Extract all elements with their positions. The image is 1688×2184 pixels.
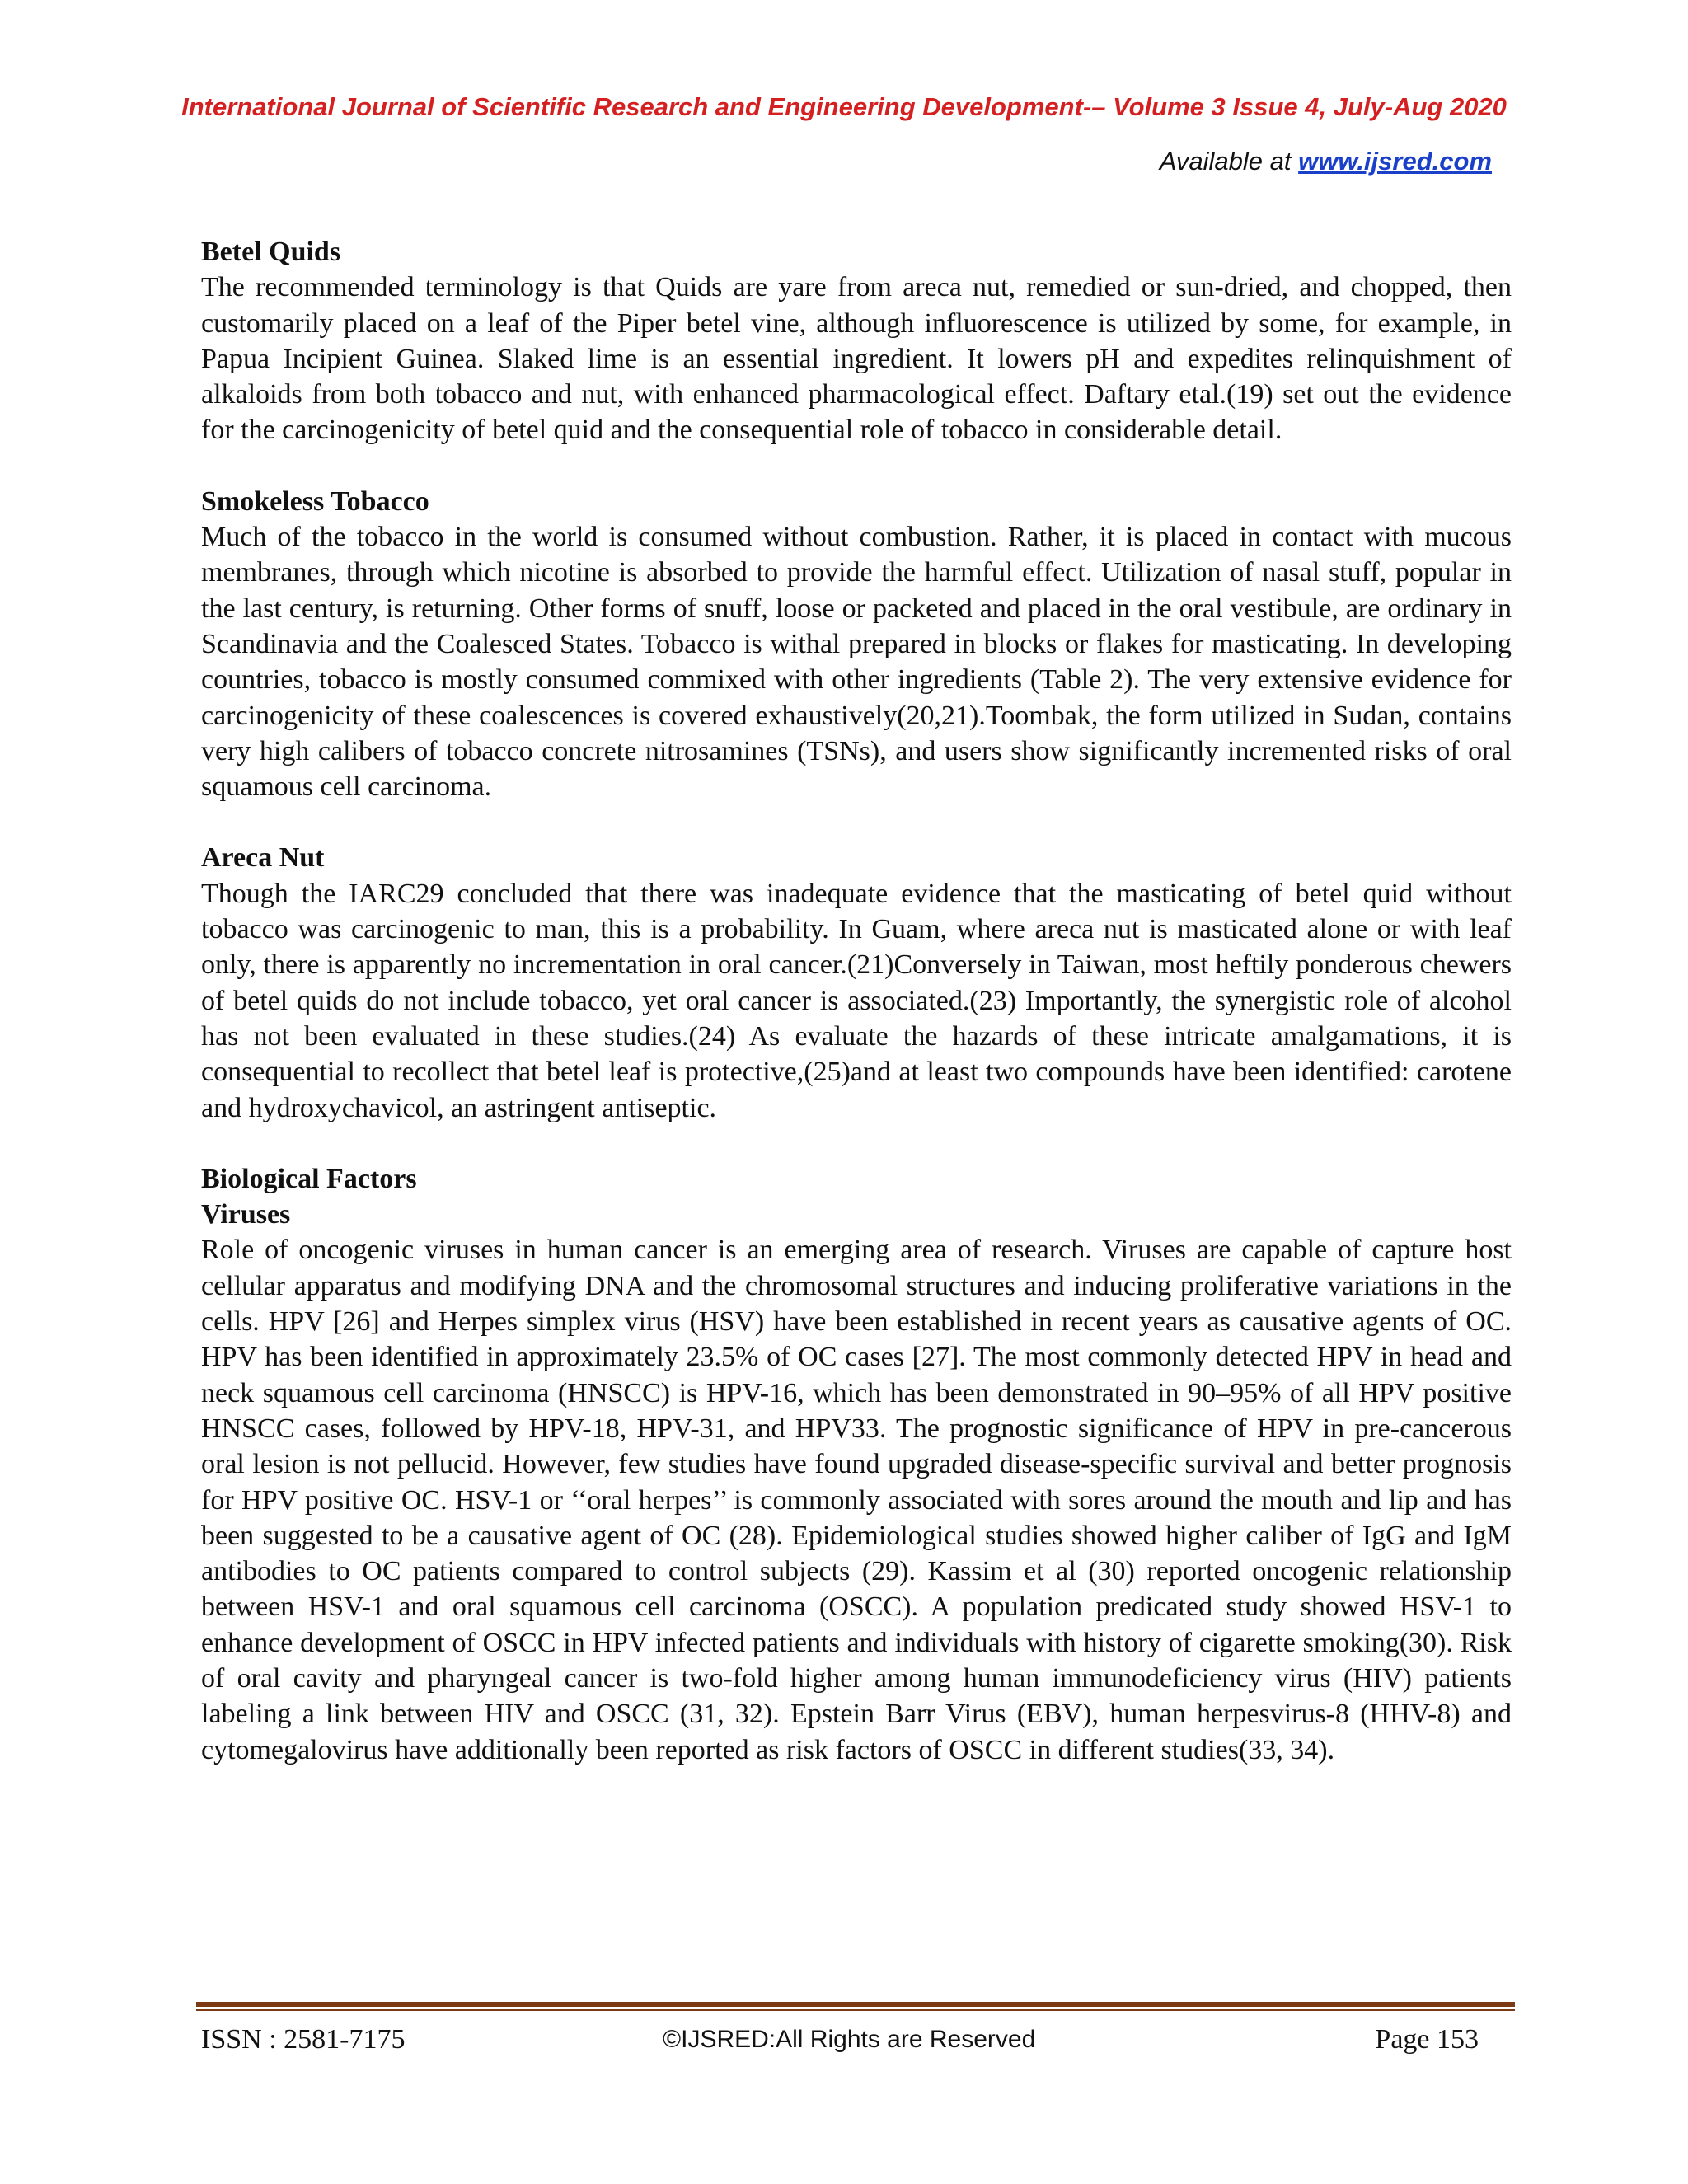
section-heading-areca-nut: Areca Nut bbox=[201, 842, 325, 874]
journal-website-link[interactable]: www.ijsred.com bbox=[1298, 147, 1492, 176]
availability-line bbox=[1160, 147, 1492, 176]
journal-header-title: International Journal of Scientific Research and Engineering Development-– Volume 3 Issue 4, July-Aug 2020 bbox=[181, 92, 1507, 121]
section-paragraph-betel-quids: The recommended terminology is that Quids are yare from areca nut, remedied or sun-dried, and chopped, then customarily placed on a leaf of the Piper betel vine, although influorescence is utilized by some, for example, in Papua Incipient Guinea. Slaked lime is an essential ingredient. It lowers pH and expedites relinquishment of alkaloids from both tobacco and nut, with enhanced pharmacological effect. Daftary etal.(19) set out the evidence for the carcinogenicity of betel quid and the consequential role of tobacco in considerable detail. bbox=[201, 272, 1512, 446]
available-prefix: Available at bbox=[1159, 147, 1299, 176]
section-heading-smokeless-tobacco: Smokeless Tobacco bbox=[201, 485, 429, 517]
section-paragraph-areca-nut: Though the IARC29 concluded that there was inadequate evidence that the masticating of betel quid without tobacco was carcinogenic to man, this is a probability. In Guam, where areca nut is masticated alone or with leaf only, there is apparently no incrementation in oral cancer.(21)Conversely in Taiwan, most heftily ponderous chewers of betel quids do not include tobacco, yet oral cancer is associated.(23) Importantly, the synergistic role of alcohol has not been evaluated in these studies.(24) As evaluate the hazards of these intricate amalgamations, it is consequential to recollect that betel leaf is protective,(25)and at least two compounds have been identified: carotene and hydroxychavicol, an astringent antiseptic. bbox=[201, 878, 1512, 1123]
section-heading-betel-quids: Betel Quids bbox=[201, 237, 341, 267]
section-paragraph-smokeless-tobacco: Much of the tobacco in the world is consumed without combustion. Rather, it is placed in contact with mucous membranes, through which nicotine is absorbed to provide the harmful effect. Utilization of nasal stuff, popular in the last century, is returning. Other forms of snuff, loose or packeted and placed in the oral vestibule, are ordinary in Scandinavia and the Coalesced States. Tobacco is withal prepared in blocks or flakes for masticating. In developing countries, tobacco is mostly consumed commixed with other ingredients (Table 2). The very extensive evidence for carcinogenicity of these coalescences is covered exhaustively(20,21).Toombak, the form utilized in Sudan, contains very high calibers of tobacco concrete nitrosamines (TSNs), and users show significantly incremented risks of oral squamous cell carcinoma. bbox=[201, 522, 1512, 803]
article-body bbox=[201, 234, 1512, 1768]
footer-copyright: ©IJSRED:All Rights are Reserved bbox=[663, 2026, 1036, 2053]
page-footer bbox=[201, 2024, 1479, 2060]
footer-divider bbox=[196, 2002, 1515, 2011]
footer-issn: ISSN : 2581-7175 bbox=[201, 2024, 406, 2055]
footer-page-number: Page 153 bbox=[1375, 2024, 1479, 2055]
section-heading-biological-factors: Biological Factors bbox=[201, 1163, 417, 1194]
subsection-heading-viruses: Viruses bbox=[201, 1199, 291, 1230]
section-paragraph-viruses: Role of oncogenic viruses in human cancer is an emerging area of research. Viruses are capable of capture host cellular apparatus and modifying DNA and the chromosomal structures and inducing proliferative variations in the cells. HPV [26] and Herpes simplex virus (HSV) have been established in recent years as causative agents of OC. HPV has been identified in approximately 23.5% of OC cases [27]. The most commonly detected HPV in head and neck squamous cell carcinoma (HNSCC) is HPV-16, which has been demonstrated in 90–95% of all HPV positive HNSCC cases, followed by HPV-18, HPV-31, and HPV33. The prognostic significance of HPV in pre-cancerous oral lesion is not pellucid. However, few studies have found upgraded disease-specific survival and better prognosis for HPV positive OC. HSV-1 or ‘‘oral herpes’’ is commonly associated with sores around the mouth and lip and has been suggested to be a causative agent of OC (28). Epidemiological studies showed higher caliber of IgG and IgM antibodies to OC patients compared to control subjects (29). Kassim et al (30) reported oncogenic relationship between HSV-1 and oral squamous cell carcinoma (OSCC). A population predicated study showed HSV-1 to enhance development of OSCC in HPV infected patients and individuals with history of cigarette smoking(30). Risk of oral cavity and pharyngeal cancer is two-fold higher among human immunodeficiency virus (HIV) patients labeling a link between HIV and OSCC (31, 32). Epstein Barr Virus (EBV), human herpesvirus-8 (HHV-8) and cytomegalovirus have additionally been reported as risk factors of OSCC in different studies(33, 34). bbox=[201, 1235, 1512, 1765]
